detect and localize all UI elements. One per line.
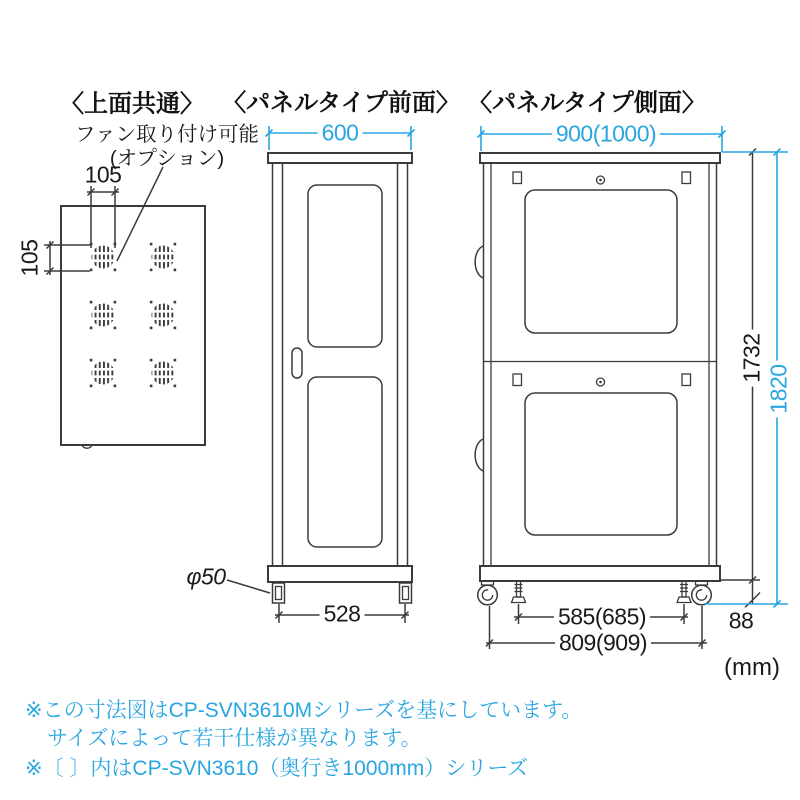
footnote-line-2: サイズによって若干仕様が異なります。 [47,727,422,750]
front-view-title: 〈パネルタイプ前面〉 [222,89,460,117]
fan-option-label-line1: ファン取り付け可能 [74,123,260,146]
dim-frame-height: 1732 [739,329,766,386]
dim-front-width: 600 [318,120,363,147]
fan-option-label-line2: (オプション) [109,147,225,170]
top-view-drawing [44,167,205,448]
dim-side-depth: 900(1000) [552,121,660,148]
footnote-line-1: ※この寸法図はCP-SVN3610Mシリーズを基にしています。 [25,699,583,722]
dim-caster-height: 88 [725,608,758,635]
caster-diameter-label: φ50 [186,563,226,590]
dim-fan-pitch-horizontal: 105 [84,161,122,188]
side-view-drawing [475,126,788,649]
dim-side-casters: 809(909) [555,630,651,657]
dim-front-casters: 528 [320,601,365,628]
dim-total-height: 1820 [766,360,793,417]
top-view-title: 〈上面共通〉 [60,90,204,118]
front-view-drawing [227,126,415,623]
dim-fan-pitch-vertical: 105 [16,239,43,277]
side-view-title: 〈パネルタイプ側面〉 [468,89,706,117]
unit-label: (mm) [724,654,780,681]
dim-foot-span: 585(685) [554,604,650,631]
footnote-line-3: ※〔 〕内はCP-SVN3610（奥行き1000mm）シリーズ [25,757,529,780]
